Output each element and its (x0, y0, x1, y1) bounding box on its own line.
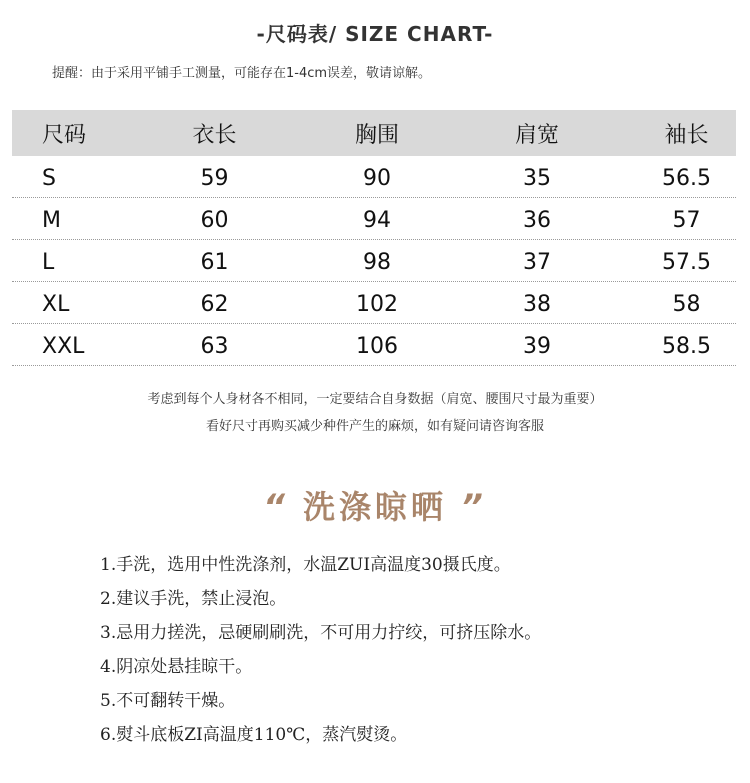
table-row (12, 198, 736, 240)
header-length: 衣长 (192, 122, 237, 148)
table-row (12, 156, 736, 198)
header-sleeve: 袖长 (664, 122, 709, 148)
size-table (12, 110, 736, 366)
cell-size: XL (42, 292, 70, 317)
open-quote: “ (263, 487, 289, 527)
table-row (12, 282, 736, 324)
cell-length: 63 (200, 334, 229, 359)
header-chest: 胸围 (354, 122, 399, 148)
cell-chest: 94 (363, 208, 391, 233)
cell-length: 62 (200, 292, 229, 317)
wash-section-title (0, 482, 750, 528)
cell-length: 59 (200, 166, 229, 191)
cell-size: M (42, 208, 61, 233)
cell-shoulder: 38 (523, 292, 551, 317)
cell-sleeve: 56.5 (662, 166, 711, 191)
cell-shoulder: 39 (523, 334, 551, 359)
cell-chest: 102 (356, 292, 398, 317)
cell-chest: 106 (356, 334, 398, 359)
cell-length: 60 (200, 208, 229, 233)
tip-line: 考虑到每个人身材各不相同，一定要结合自身数据（肩宽、腰围尺寸最为重要） (147, 392, 603, 407)
size-table-header (12, 110, 736, 156)
cell-size: XXL (42, 334, 85, 359)
list-item: 1.手洗，选用中性洗涤剂，水温ZUI高温度30摄氏度。 (100, 555, 511, 575)
cell-chest: 90 (363, 166, 391, 191)
cell-chest: 98 (363, 250, 391, 275)
tip-line: 看好尺寸再购买减少种件产生的麻烦，如有疑问请咨询客服 (205, 419, 544, 434)
wash-instructions-list (100, 550, 541, 754)
table-row (12, 324, 736, 366)
cell-shoulder: 35 (523, 166, 551, 191)
measurement-notice: 提醒：由于采用平铺手工测量，可能存在1-4cm误差，敬请谅解。 (52, 66, 432, 81)
list-item: 2.建议手洗，禁止浸泡。 (100, 589, 287, 609)
cell-shoulder: 37 (523, 250, 551, 275)
size-chart-title: -尺码表/ SIZE CHART- (256, 22, 494, 46)
cell-size: L (42, 250, 55, 275)
list-item: 6.熨斗底板ZI高温度110℃，蒸汽熨烫。 (100, 725, 408, 745)
table-row (12, 240, 736, 282)
close-quote: ” (461, 487, 487, 527)
cell-sleeve: 58 (672, 292, 701, 317)
cell-length: 61 (200, 250, 229, 275)
cell-shoulder: 36 (523, 208, 551, 233)
list-item: 5.不可翻转干燥。 (100, 691, 236, 711)
size-tips (0, 386, 750, 440)
header-shoulder: 肩宽 (514, 122, 559, 148)
cell-sleeve: 57 (672, 208, 701, 233)
list-item: 4.阴凉处悬挂晾干。 (100, 657, 253, 677)
cell-sleeve: 57.5 (662, 250, 711, 275)
wash-title-text: 洗涤晾晒 (302, 488, 447, 526)
cell-sleeve: 58.5 (662, 334, 711, 359)
header-size: 尺码 (42, 122, 87, 148)
cell-size: S (42, 166, 56, 191)
list-item: 3.忌用力搓洗，忌硬刷刷洗，不可用力拧绞，可挤压除水。 (100, 623, 542, 643)
